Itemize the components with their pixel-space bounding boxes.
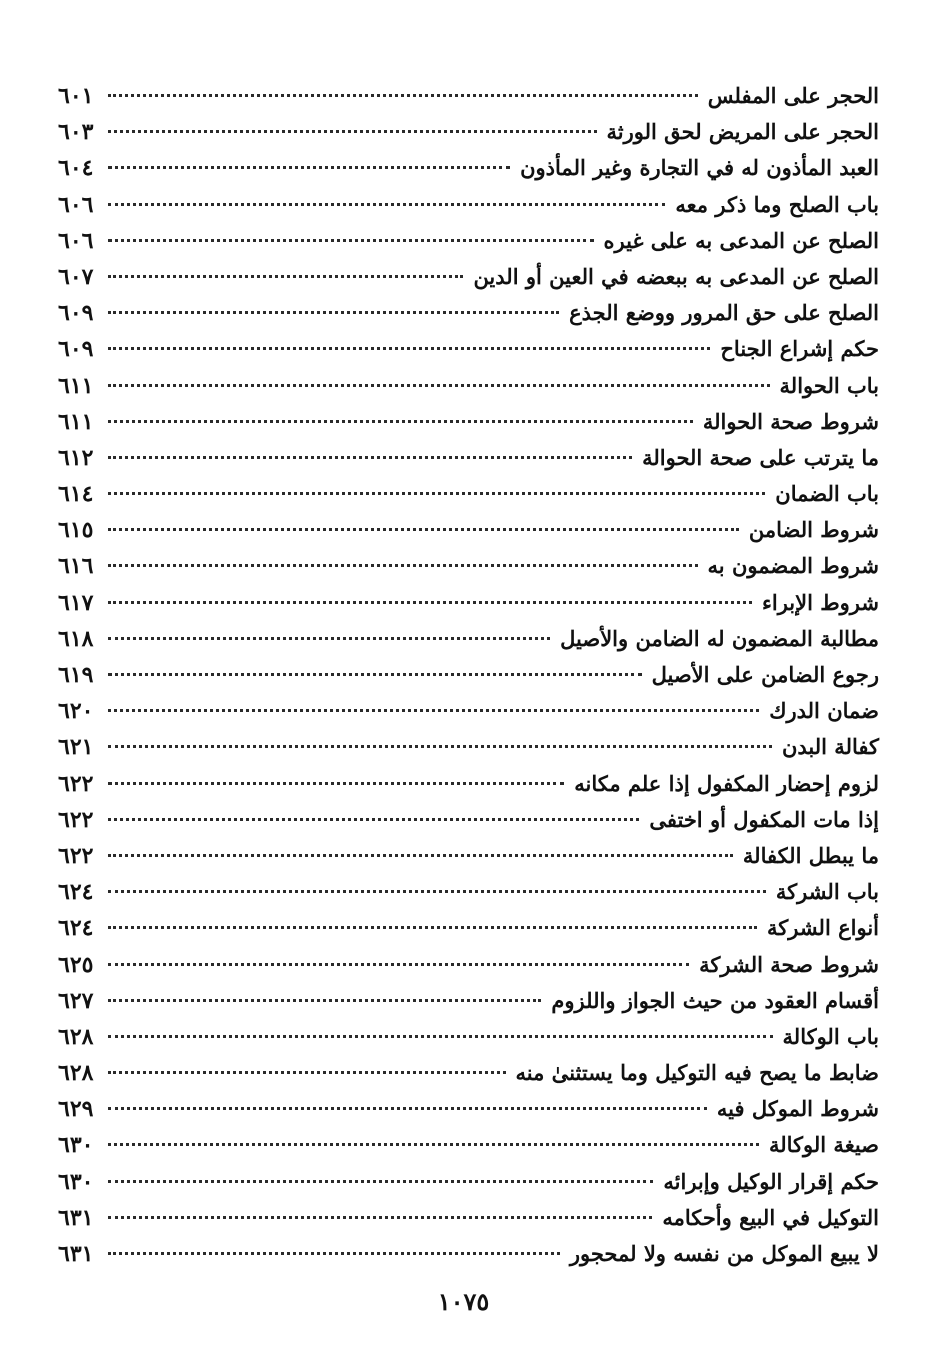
toc-entry-title: شروط الموكل فيه xyxy=(716,1096,879,1122)
toc-entry-title: لا يبيع الموكل من نفسه ولا لمحجور xyxy=(569,1241,879,1266)
toc-entry-page: ٦٣٠ xyxy=(58,1132,94,1159)
toc-entry-title: الحجر على المفلس xyxy=(707,83,879,108)
dot-leader xyxy=(108,926,757,929)
toc-entry-title: حكم إشراع الجناح xyxy=(720,336,879,362)
toc-entry-title: باب الضمان xyxy=(775,481,879,507)
dot-leader xyxy=(108,94,698,97)
dot-leader xyxy=(108,1107,707,1110)
dot-leader xyxy=(108,782,564,785)
toc-entry-page: ٦٠٩ xyxy=(58,336,94,363)
dot-leader xyxy=(108,492,765,495)
toc-entry xyxy=(58,78,879,114)
dot-leader xyxy=(108,1071,506,1074)
dot-leader xyxy=(108,203,665,206)
toc-entry xyxy=(58,983,879,1019)
toc-entry-page: ٦٠٤ xyxy=(58,155,94,182)
toc-entry-page: ٦٠٦ xyxy=(58,227,94,254)
toc-entry-title: الصلح على حق المرور ووضع الجذع xyxy=(569,300,879,326)
dot-leader xyxy=(108,1216,652,1219)
dot-leader xyxy=(108,347,710,350)
toc-entry xyxy=(58,548,879,584)
table-of-contents xyxy=(58,78,879,1272)
dot-leader xyxy=(108,999,541,1002)
dot-leader xyxy=(108,1143,759,1146)
dot-leader xyxy=(108,384,770,387)
toc-entry xyxy=(58,910,879,946)
dot-leader xyxy=(108,420,693,423)
toc-entry-page: ٦٢٧ xyxy=(58,987,94,1014)
dot-leader xyxy=(108,564,698,567)
toc-entry-title: شروط صحة الشركة xyxy=(699,951,879,977)
toc-entry-page: ٦١٥ xyxy=(58,517,94,544)
toc-entry xyxy=(58,874,879,910)
dot-leader xyxy=(108,709,759,712)
toc-entry-page: ٦٢٩ xyxy=(58,1096,94,1123)
toc-entry xyxy=(58,1164,879,1200)
toc-entry xyxy=(58,947,879,983)
toc-entry-title: إذا مات المكفول أو اختفى xyxy=(649,806,879,832)
dot-leader xyxy=(108,1252,560,1255)
dot-leader xyxy=(108,456,632,459)
toc-entry-title: رجوع الضامن على الأصيل xyxy=(651,662,879,687)
toc-entry-title: شروط المضمون به xyxy=(707,553,879,579)
toc-entry-page: ٦١٩ xyxy=(58,662,94,688)
toc-entry-title: باب الوكالة xyxy=(782,1023,879,1049)
dot-leader xyxy=(108,1180,653,1183)
toc-entry xyxy=(58,621,879,657)
toc-entry xyxy=(58,223,879,259)
dot-leader xyxy=(108,745,772,748)
toc-entry xyxy=(58,693,879,729)
toc-entry-title: كفالة البدن xyxy=(781,734,879,760)
toc-entry-title: صيغة الوكالة xyxy=(768,1132,879,1158)
toc-entry xyxy=(58,657,879,693)
toc-entry xyxy=(58,729,879,765)
toc-entry-title: شروط الضامن xyxy=(748,517,879,543)
toc-entry-title: حكم إقرار الوكيل وإبرائه xyxy=(663,1168,879,1194)
toc-entry xyxy=(58,295,879,331)
toc-entry-page: ٦٢٢ xyxy=(58,842,94,869)
dot-leader xyxy=(108,275,463,278)
toc-entry-page: ٦٢٢ xyxy=(58,806,94,833)
dot-leader xyxy=(108,528,739,531)
toc-entry-title: أقسام العقود من حيث الجواز واللزوم xyxy=(551,987,879,1013)
dot-leader xyxy=(108,1035,773,1038)
dot-leader xyxy=(108,601,752,604)
toc-entry-title: شروط الإبراء xyxy=(761,589,879,615)
toc-entry-page: ٦١٦ xyxy=(58,553,94,580)
toc-entry-page: ٦٠٦ xyxy=(58,191,94,218)
dot-leader xyxy=(108,637,550,640)
toc-entry-title: ما يترتب على صحة الحوالة xyxy=(642,444,879,470)
dot-leader xyxy=(108,239,594,242)
toc-entry xyxy=(58,187,879,223)
toc-entry-page: ٦٣٠ xyxy=(58,1168,94,1195)
toc-entry-title: لزوم إحضار المكفول إذا علم مكانه xyxy=(574,770,879,796)
toc-entry-title: أنواع الشركة xyxy=(766,915,879,941)
toc-entry-title: الحجر على المريض لحق الورثة xyxy=(606,119,879,145)
toc-entry-page: ٦٢٠ xyxy=(58,698,94,725)
toc-entry-page: ٦٠٣ xyxy=(58,119,94,146)
toc-entry xyxy=(58,1236,879,1272)
toc-entry xyxy=(58,440,879,476)
toc-entry-title: ما يبطل الكفالة xyxy=(742,842,879,868)
toc-entry-page: ٦٢٨ xyxy=(58,1023,94,1050)
toc-entry xyxy=(58,114,879,150)
toc-entry xyxy=(58,331,879,367)
toc-entry-title: باب الشركة xyxy=(775,879,879,905)
toc-entry-page: ٦٠٧ xyxy=(58,263,94,290)
toc-entry-page: ٦٢٢ xyxy=(58,770,94,797)
toc-entry-page: ٦٢١ xyxy=(58,734,94,761)
toc-entry-page: ٦٠١ xyxy=(58,83,94,109)
toc-entry-page: ٦٢٤ xyxy=(58,879,94,906)
toc-entry xyxy=(58,802,879,838)
toc-entry-title: الصلح عن المدعى به على غيره xyxy=(603,227,879,253)
toc-entry-title: الصلح عن المدعى به ببعضه في العين أو الدين xyxy=(473,263,879,289)
toc-entry-page: ٦٢٨ xyxy=(58,1060,94,1087)
toc-entry-title: باب الحوالة xyxy=(779,372,879,398)
toc-entry xyxy=(58,838,879,874)
toc-entry xyxy=(58,1200,879,1236)
toc-entry xyxy=(58,585,879,621)
toc-entry-title: التوكيل في البيع وأحكامه xyxy=(662,1204,879,1230)
toc-entry-page: ٦١٤ xyxy=(58,481,94,508)
dot-leader xyxy=(108,130,597,133)
toc-entry xyxy=(58,1127,879,1163)
toc-entry xyxy=(58,259,879,295)
dot-leader xyxy=(108,963,689,966)
toc-entry-page: ٦٢٥ xyxy=(58,951,94,978)
toc-entry-page: ٦١٢ xyxy=(58,444,94,471)
toc-entry-title: باب الصلح وما ذكر معه xyxy=(675,191,879,217)
toc-entry-page: ٦١٧ xyxy=(58,589,94,616)
toc-entry-title: شروط صحة الحوالة xyxy=(702,408,879,434)
toc-entry-page: ٦٠٩ xyxy=(58,300,94,327)
dot-leader xyxy=(108,890,766,893)
toc-entry-page: ٦١١ xyxy=(58,372,94,399)
toc-entry-title: ضمان الدرك xyxy=(769,698,879,724)
dot-leader xyxy=(108,818,639,821)
toc-entry-page: ٦٢٤ xyxy=(58,915,94,942)
toc-entry-page: ٦١٨ xyxy=(58,625,94,652)
toc-entry xyxy=(58,476,879,512)
toc-entry-title: ضابط ما يصح فيه التوكيل وما يستثنىٰ منه xyxy=(515,1060,879,1086)
dot-leader xyxy=(108,166,510,169)
toc-entry-title: العبد المأذون له في التجارة وغير المأذون xyxy=(520,155,879,181)
dot-leader xyxy=(108,311,559,314)
toc-entry-page: ٦١١ xyxy=(58,408,94,435)
toc-entry xyxy=(58,1055,879,1091)
toc-entry xyxy=(58,766,879,802)
toc-entry xyxy=(58,404,879,440)
toc-entry xyxy=(58,512,879,548)
page-number: ١٠٧٥ xyxy=(437,1287,490,1316)
toc-entry-page: ٦٣١ xyxy=(58,1204,94,1231)
toc-entry xyxy=(58,1019,879,1055)
toc-entry xyxy=(58,150,879,186)
toc-entry xyxy=(58,368,879,404)
toc-entry-title: مطالبة المضمون له الضامن والأصيل xyxy=(560,625,879,651)
dot-leader xyxy=(108,854,733,857)
toc-entry-page: ٦٣١ xyxy=(58,1241,94,1267)
dot-leader xyxy=(108,673,642,676)
toc-entry xyxy=(58,1091,879,1127)
